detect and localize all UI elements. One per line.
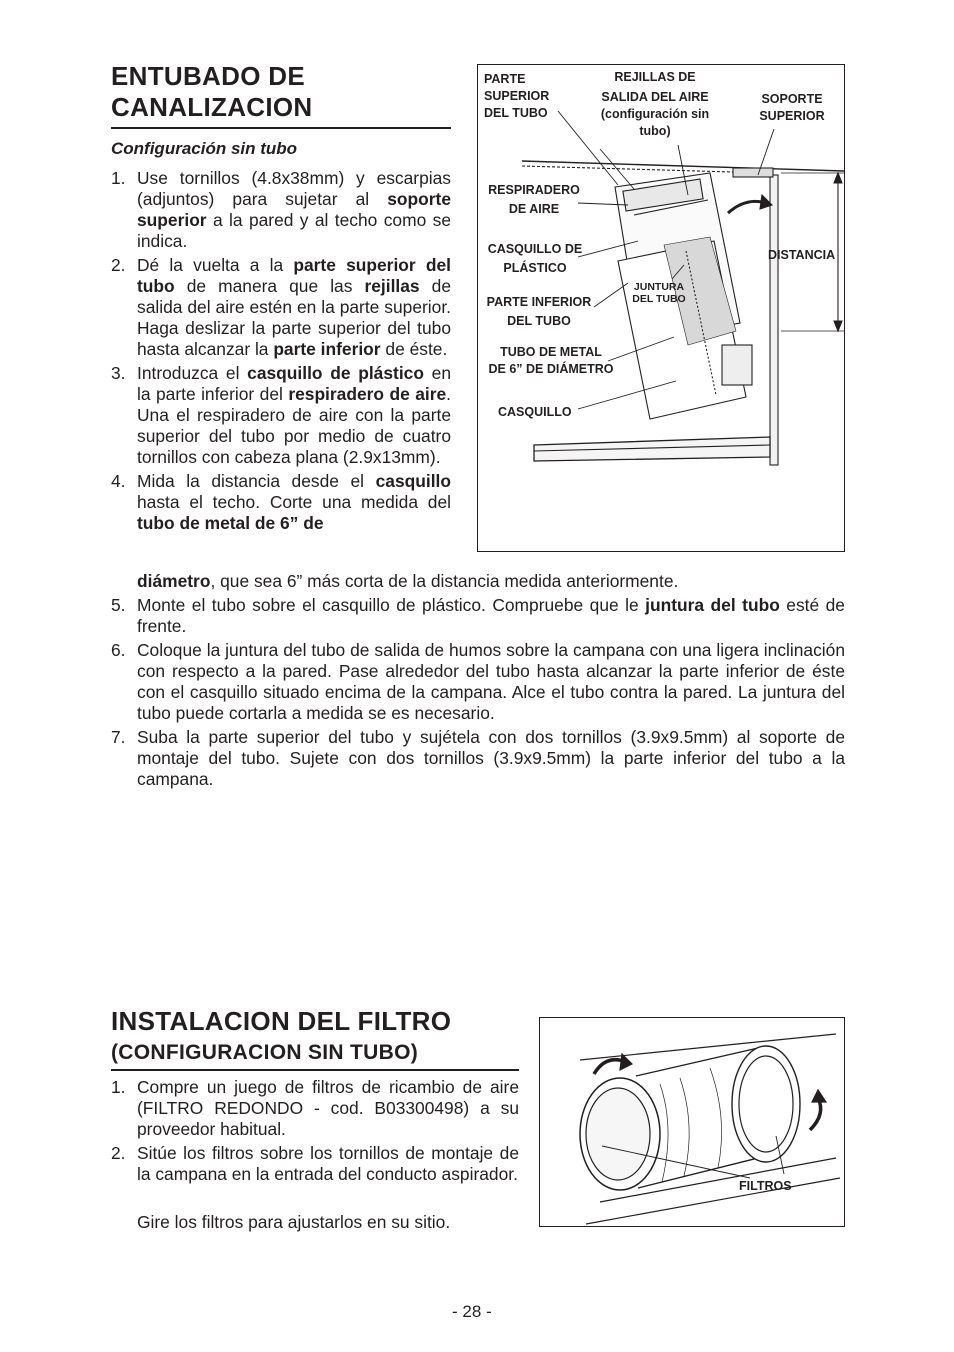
filter-drawing bbox=[540, 1018, 846, 1228]
step-text: Use tornillos (4.8x38mm) y escarpias (adjuntos) para sujetar al bbox=[137, 168, 451, 209]
step-number: 5. bbox=[111, 595, 126, 615]
step-text: Introduzca el bbox=[137, 363, 248, 383]
step-text: a la pared y al techo como se indica. bbox=[137, 210, 451, 251]
step-text: de salida del aire estén en la parte superior. Haga deslizar la parte superior del tubo hasta alcanzar la bbox=[137, 276, 451, 359]
label-casquillo: CASQUILLO bbox=[498, 405, 572, 419]
step-item bbox=[111, 640, 845, 724]
label-line: SOPORTE bbox=[761, 92, 823, 106]
step-text: Dé la vuelta a la bbox=[137, 255, 294, 275]
step-text: de éste. bbox=[380, 339, 448, 359]
step-text: Sitúe los filtros sobre los tornillos de montaje de la campana en la entrada del conducto aspirador. bbox=[137, 1143, 519, 1184]
bold-term: parte inferior bbox=[273, 339, 381, 359]
label-line: TUBO DE METAL bbox=[500, 345, 602, 359]
step-text: Compre un juego de filtros de ricambio de aire (FILTRO REDONDO - cod. B03300498) a su proveedor habitual. bbox=[137, 1077, 519, 1139]
step-item bbox=[111, 595, 845, 637]
step-item bbox=[111, 1077, 519, 1140]
label-line: JUNTURA bbox=[633, 281, 685, 293]
section-title-ductwork bbox=[111, 61, 312, 123]
label-line: tubo) bbox=[639, 124, 671, 138]
label-line: PARTE INFERIOR bbox=[486, 295, 592, 309]
label-line: RESPIRADERO bbox=[488, 183, 580, 197]
label-parte-inferior bbox=[480, 294, 598, 330]
section-subtitle: Configuración sin tubo bbox=[111, 139, 298, 158]
step-item bbox=[111, 168, 451, 252]
label-line: DE 6” DE DIÁMETRO bbox=[488, 362, 614, 376]
filter-extra-text bbox=[137, 1212, 450, 1233]
bold-term: respiradero de aire bbox=[288, 384, 447, 404]
section-title-line1: ENTUBADO DE bbox=[111, 61, 305, 91]
section-title-filter bbox=[111, 1006, 451, 1067]
label-tubo-metal bbox=[480, 344, 622, 378]
label-filtros: FILTROS bbox=[739, 1179, 792, 1193]
step-number: 3. bbox=[111, 363, 126, 383]
bold-term: soporte superior bbox=[137, 189, 451, 230]
step-item bbox=[111, 727, 845, 790]
step-number: 2. bbox=[111, 255, 126, 275]
step-item bbox=[111, 1143, 519, 1185]
filter-steps bbox=[111, 1077, 519, 1185]
bold-term: casquillo bbox=[375, 471, 451, 491]
step-item bbox=[111, 471, 451, 534]
label-line: SUPERIOR bbox=[759, 109, 825, 123]
ductwork-diagram bbox=[477, 64, 845, 552]
step-text: , que sea 6” más corta de la distancia medida anteriormente. bbox=[210, 571, 679, 591]
section2-title-line2: (CONFIGURACION SIN TUBO) bbox=[111, 1041, 419, 1064]
label-juntura bbox=[628, 281, 690, 305]
step-item-continuation bbox=[111, 571, 845, 592]
label-line: PARTE bbox=[484, 72, 526, 86]
label-line: DEL TUBO bbox=[632, 293, 686, 305]
section2-title-rule bbox=[111, 1069, 519, 1071]
bold-term: diámetro bbox=[137, 571, 211, 591]
label-line: CASQUILLO DE bbox=[487, 242, 583, 256]
label-respiradero bbox=[480, 182, 588, 218]
step-item bbox=[111, 255, 451, 360]
step-text: Monte el tubo sobre el casquillo de plástico. Compruebe que le bbox=[137, 595, 646, 615]
steps-narrow bbox=[111, 168, 451, 534]
label-line: DEL TUBO bbox=[507, 314, 571, 328]
label-line: DE AIRE bbox=[508, 202, 560, 216]
label-line: SALIDA DEL AIRE bbox=[601, 90, 709, 104]
label-line: DEL TUBO bbox=[484, 106, 548, 120]
filter-diagram bbox=[539, 1017, 845, 1227]
step-number: 2. bbox=[111, 1143, 126, 1163]
step-number: 7. bbox=[111, 727, 126, 747]
step-text: Mida la distancia desde el bbox=[137, 471, 376, 491]
step-number: 1. bbox=[111, 1077, 126, 1097]
bold-term: tubo de metal de 6” de bbox=[137, 513, 324, 533]
section-title-rule bbox=[111, 127, 451, 129]
label-soporte bbox=[754, 91, 830, 125]
bold-term: parte superior del tubo bbox=[137, 255, 451, 296]
filter-extra: Gire los filtros para ajustarlos en su sitio. bbox=[137, 1212, 451, 1232]
label-parte-superior bbox=[484, 71, 549, 122]
step-text: hasta el techo. Corte una medida del bbox=[137, 492, 451, 512]
label-distancia: DISTANCIA bbox=[768, 248, 836, 262]
label-line: SUPERIOR bbox=[484, 89, 550, 103]
step-text: Coloque la juntura del tubo de salida de humos sobre la campana con una ligera inclinación con respecto a la pared. Pase alrededor del tubo hasta alcanzar la parte inferior de éste con el casquillo situado encima de la campana. Alce el tubo contra la pared. La juntura del tubo puede cortarla a medida se es necesario. bbox=[137, 640, 845, 723]
step-text: en la parte inferior del bbox=[137, 363, 451, 404]
bold-term: casquillo de plástico bbox=[247, 363, 424, 383]
label-line: REJILLAS DE bbox=[614, 70, 696, 84]
step-number: 6. bbox=[111, 640, 126, 660]
step-text: esté de frente. bbox=[137, 595, 845, 636]
page-number: - 28 - bbox=[452, 1302, 492, 1321]
label-line: (configuración sin bbox=[600, 107, 710, 121]
step-text: . Una el respiradero de aire con la parte superior del tubo por medio de cuatro tornillos con cabeza plana (2.9x13mm). bbox=[137, 384, 451, 467]
section-title-line2: CANALIZACION bbox=[111, 92, 313, 122]
bold-term: rejillas bbox=[364, 276, 420, 296]
step-item bbox=[111, 363, 451, 468]
step-number: 1. bbox=[111, 168, 126, 188]
label-line: PLÁSTICO bbox=[503, 261, 567, 275]
label-rejillas bbox=[590, 69, 720, 140]
step-text: Suba la parte superior del tubo y sujétela con dos tornillos (3.9x9.5mm) al soporte de montaje del tubo. Sujete con dos tornillos (3.9x9.5mm) la parte inferior del tubo a la campana. bbox=[137, 727, 845, 789]
steps-wide bbox=[111, 571, 845, 790]
section2-title-line1: INSTALACION DEL FILTRO bbox=[111, 1006, 452, 1036]
bold-term: juntura del tubo bbox=[645, 595, 780, 615]
label-casquillo-plastico bbox=[480, 241, 590, 277]
step-number: 4. bbox=[111, 471, 126, 491]
step-text: de manera que las bbox=[174, 276, 365, 296]
